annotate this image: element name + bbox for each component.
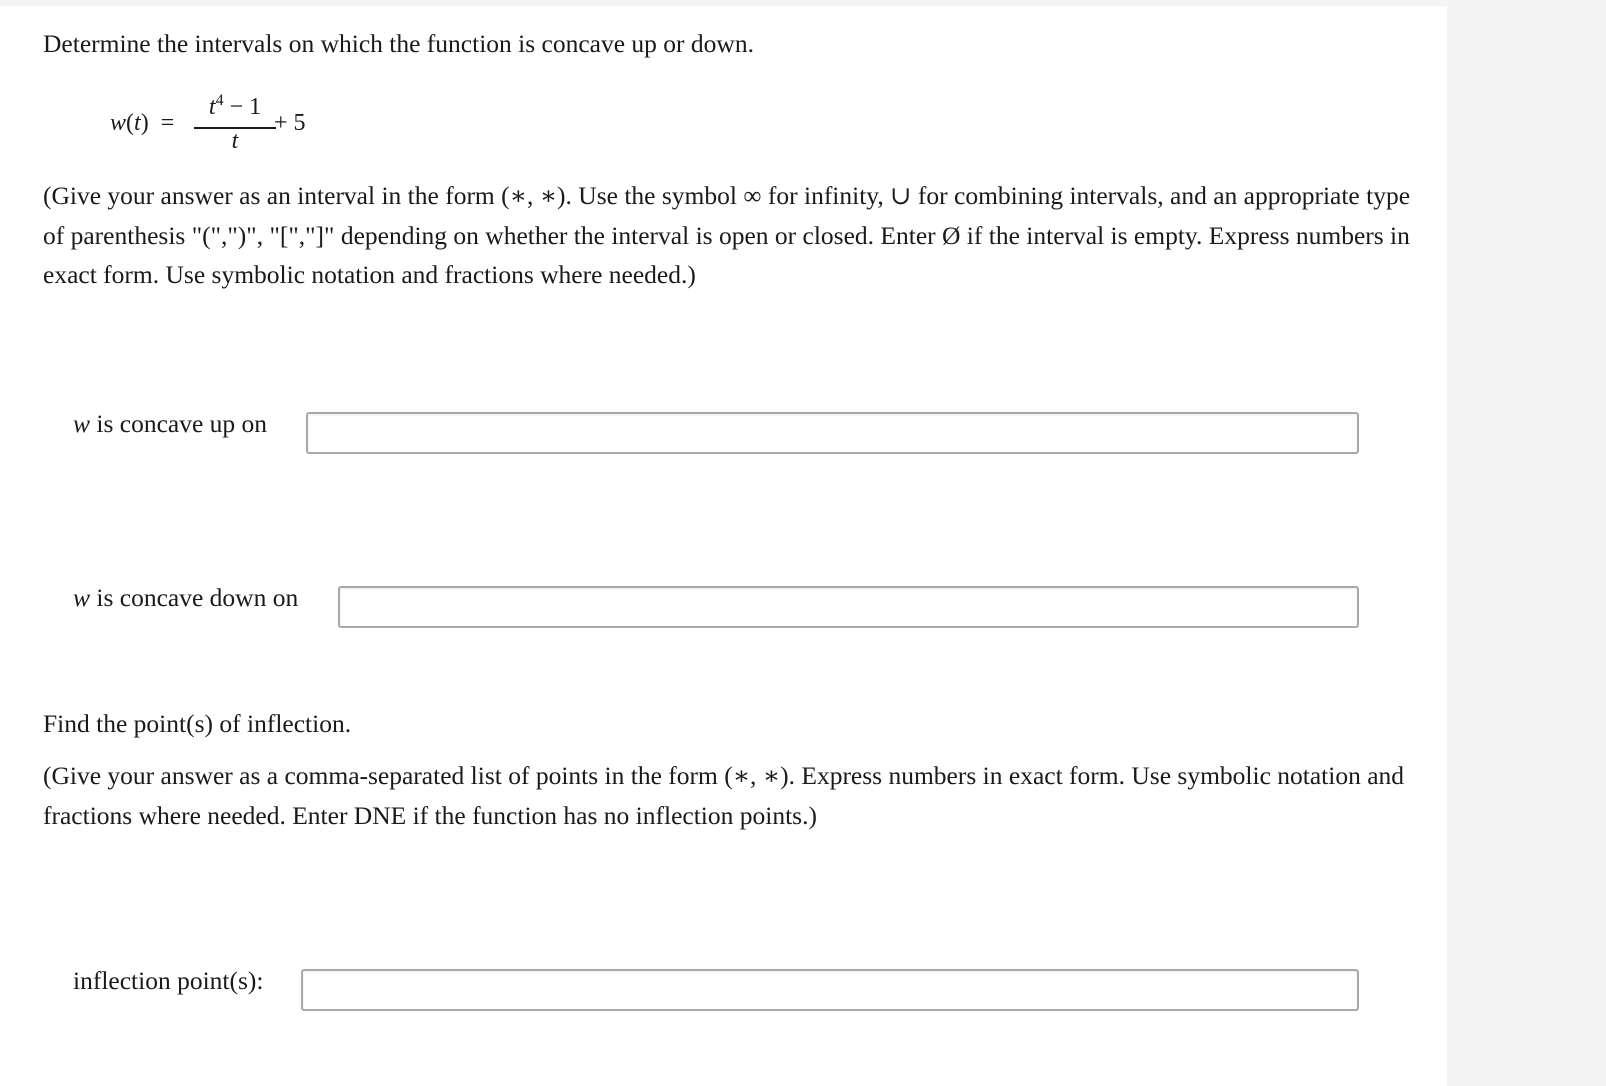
concave-down-label <box>73 583 298 613</box>
concave-down-input[interactable] <box>338 586 1359 628</box>
concave-up-label <box>73 409 267 439</box>
concave-down-label-text: is concave down on <box>90 583 299 612</box>
numerator-exponent: 4 <box>215 92 224 109</box>
concave-up-input[interactable] <box>306 412 1359 454</box>
fraction-denominator: t <box>231 128 239 154</box>
concave-up-var: w <box>73 409 91 438</box>
inflection-input[interactable] <box>301 969 1359 1011</box>
numerator-rest: − 1 <box>223 94 262 120</box>
concave-down-var: w <box>73 583 91 612</box>
inflection-prompt: Find the point(s) of inflection. <box>43 709 352 738</box>
function-name: w <box>110 110 127 136</box>
instruction-text: Determine the intervals on which the function is concave up or down. <box>43 29 754 58</box>
concave-up-label-text: is concave up on <box>90 409 268 438</box>
equation-constant: + 5 <box>274 110 306 136</box>
equation-lhs: w(t) = <box>110 110 175 136</box>
interval-instructions: (Give your answer as an interval in the form (∗, ∗). Use the symbol ∞ for infinity, ∪ for combining intervals, and an appropriate type of parenthesis "(",")", "[","]" depending on whether the interval is open or closed. Enter Ø if the interval is empty. Express numbers in exact form. Use symbolic notation and fractions where needed.) <box>43 181 1411 289</box>
function-variable: t <box>134 110 141 136</box>
equation-fraction <box>194 92 276 162</box>
fraction-numerator <box>194 92 276 121</box>
inflection-instructions: (Give your answer as a comma-separated list of points in the form (∗, ∗). Express numbers in exact form. Use symbolic notation and fractions where needed. Enter DNE if the function has no inflection points.) <box>43 761 1405 830</box>
question-panel <box>0 6 1447 1086</box>
inflection-label: inflection point(s): <box>73 966 264 995</box>
numerator-base: t <box>208 94 216 120</box>
